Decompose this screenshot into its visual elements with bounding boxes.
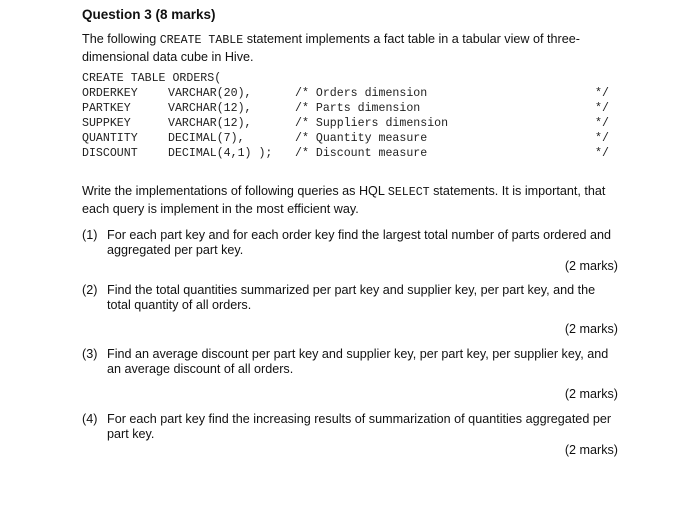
query-number: (4) [82,412,98,426]
code-row-quantity [82,131,622,146]
column-name: DISCOUNT [82,147,138,160]
instructions-paragraph [82,183,627,217]
intro-code: CREATE TABLE [159,34,244,47]
comment-end: */ [595,117,609,130]
code-row-discount [82,146,622,161]
query-number: (2) [82,283,98,297]
column-type: DECIMAL(7), [168,132,245,145]
column-comment: /* Parts dimension [295,102,421,115]
query-marks-1: (2 marks) [564,259,618,273]
comment-end: */ [595,132,609,145]
comment-end: */ [595,102,609,115]
comment-end: */ [595,147,609,160]
query-text: For each part key find the increasing results of summarization of quantities aggregated per part key. [107,412,612,441]
column-comment: /* Discount measure [295,147,428,160]
query-text: For each part key and for each order key find the largest total number of parts ordered and aggregated per part key. [107,228,612,257]
column-comment: /* Quantity measure [295,132,428,145]
column-type: VARCHAR(20), [168,87,252,100]
query-marks-4: (2 marks) [564,443,618,457]
column-name: ORDERKEY [82,87,138,100]
column-name: PARTKEY [82,102,131,115]
intro-paragraph [82,31,627,65]
column-name: SUPPKEY [82,117,131,130]
column-type: VARCHAR(12), [168,117,252,130]
column-type: DECIMAL(4,1) ); [168,147,273,160]
column-name: QUANTITY [82,132,138,145]
column-type: VARCHAR(12), [168,102,252,115]
comment-end: */ [595,87,609,100]
instructions-suffix: statements. It is important, that each query is implement in the most efficient way. [82,184,606,216]
question-title: Question 3 (8 marks) [82,7,216,22]
instructions-code: SELECT [387,186,430,199]
query-number: (1) [82,228,98,242]
intro-suffix: statement implements a fact table in a tabular view of three-dimensional data cube in Hive. [82,32,580,64]
column-comment: /* Orders dimension [295,87,428,100]
code-row-suppkey [82,116,622,131]
query-text: Find the total quantities summarized per part key and supplier key, per part key, and the total quantity of all orders. [107,283,596,312]
code-row-partkey [82,101,622,116]
code-row-orderkey [82,86,622,101]
query-marks-3: (2 marks) [564,387,618,401]
query-number: (3) [82,347,98,361]
code-header: CREATE TABLE ORDERS( [82,72,222,85]
instructions-prefix: Write the implementations of following queries as HQL [82,184,388,198]
query-marks-2: (2 marks) [564,322,618,336]
query-text: Find an average discount per part key and supplier key, per part key, per supplier key, and an average discount of all orders. [107,347,609,376]
column-comment: /* Suppliers dimension [295,117,449,130]
intro-prefix: The following [82,32,160,46]
